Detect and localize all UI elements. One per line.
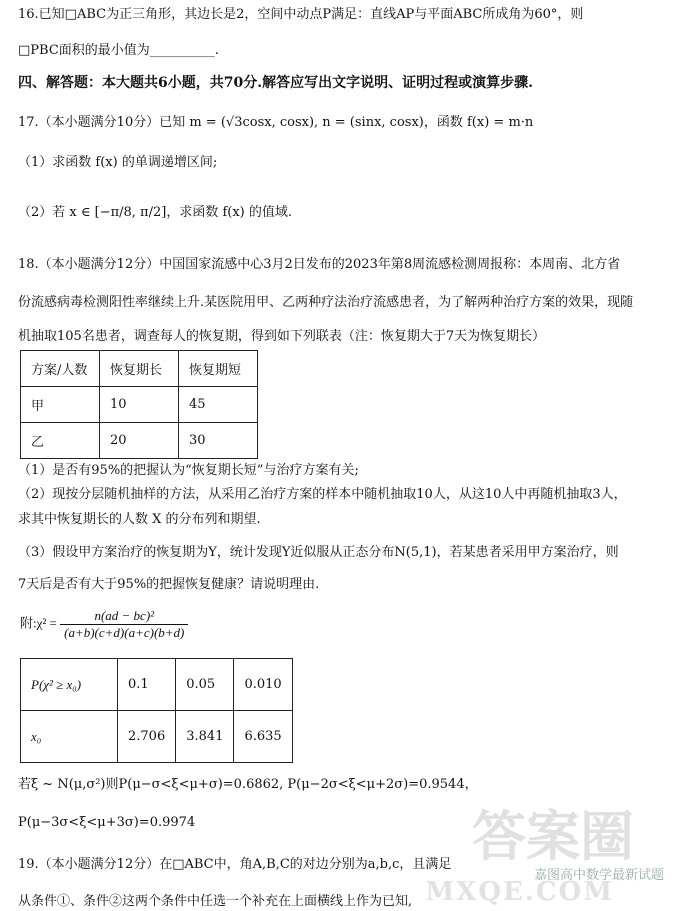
q18-part2a: （2）现按分层随机抽样的方法，从采用乙治疗方案的样本中随机抽取10人，从这10人中再随机抽取3人，: [18, 487, 627, 502]
watermark-logo: 答案圈: [472, 804, 634, 868]
q18-line2: 份流感病毒检测阳性率继续上升.某医院用甲、乙两种疗法治疗流感患者，为了解两种治疗方案的效果，现随: [18, 295, 634, 310]
q17-part1: （1）求函数 f(x) 的单调递增区间;: [18, 155, 218, 170]
chi-square-formula: [20, 608, 188, 641]
ptable-cell: 0.010: [234, 659, 292, 711]
section-heading: 四、解答题：本大题共6小题，共70分.解答应写出文字说明、证明过程或演算步骤.: [18, 75, 533, 91]
ptable-cell: 2.706: [118, 711, 176, 763]
ptable-cell: 0.05: [176, 659, 234, 711]
formula-fraction: [60, 608, 188, 641]
watermark-url: MXQE.COM: [425, 877, 614, 907]
q19-line1: 19.（本小题满分12分）在□ABC中，角A,B,C的对边分别为a,b,c，且满足: [18, 857, 452, 872]
formula-label: 附:χ² =: [20, 615, 57, 631]
ptable-cell: 0.1: [118, 659, 176, 711]
q18-part1: （1）是否有95%的把握认为“恢复期长短”与治疗方案有关;: [18, 463, 359, 478]
table-header: 方案/人数: [21, 351, 100, 387]
q18-line1: 18.（本小题满分12分）中国国家流感中心3月2日发布的2023年第8周流感检测周报称：本周南、北方省: [18, 257, 621, 272]
ptable-header: P(χ² ≥ x₀): [21, 659, 118, 711]
q16-line2: □PBC面积的最小值为__________.: [18, 43, 219, 58]
table-cell: 乙: [21, 423, 100, 459]
normal-probabilities-1: 若ξ ~ N(μ,σ²)则P(μ−σ<ξ<μ+σ)=0.6862, P(μ−2σ<ξ<μ+2σ)=0.9544，: [18, 777, 478, 792]
ptable-header: x₀: [21, 711, 118, 763]
formula-numerator: n(ad − bc)²: [60, 608, 188, 625]
table-header: 恢复期短: [179, 351, 258, 387]
q19-line2: 从条件①、条件②这两个条件中任选一个补充在上面横线上作为已知,: [18, 894, 413, 909]
q18-line3: 机抽取105名患者，调查每人的恢复期，得到如下列联表（注：恢复期大于7天为恢复期长）: [18, 329, 546, 344]
table-cell: 甲: [21, 387, 100, 423]
q16-line1: 16.已知□ABC为正三角形，其边长是2，空间中动点P满足：直线AP与平面ABC所成角为60°，则: [18, 7, 584, 22]
q18-part3a: （3）假设甲方案治疗的恢复期为Y，统计发现Y近似服从正态分布N(5,1)，若某患者采用甲方案治疗，则: [18, 545, 619, 560]
normal-probabilities-2: P(μ−3σ<ξ<μ+3σ)=0.9974: [18, 815, 196, 830]
critical-value-table: [20, 658, 293, 763]
table-cell: 20: [100, 423, 179, 459]
table-header: 恢复期长: [100, 351, 179, 387]
q17-stem: 17.（本小题满分10分）已知 m = (√3cosx, cosx), n = (sinx, cosx)，函数 f(x) = m·n: [18, 115, 534, 130]
formula-denominator: (a+b)(c+d)(a+c)(b+d): [64, 625, 185, 640]
ptable-cell: 3.841: [176, 711, 234, 763]
q17-part2: （2）若 x ∈ [−π/8, π/2]，求函数 f(x) 的值域.: [18, 205, 292, 220]
watermark-source: 嘉图高中数学最新试题: [533, 868, 664, 883]
table-cell: 30: [179, 423, 258, 459]
q18-part3b: 7天后是否有大于95%的把握恢复健康？请说明理由.: [18, 577, 320, 592]
table-cell: 10: [100, 387, 179, 423]
recovery-table: [20, 350, 258, 459]
q18-part2b: 求其中恢复期长的人数 X 的分布列和期望.: [18, 512, 261, 527]
ptable-cell: 6.635: [234, 711, 292, 763]
table-cell: 45: [179, 387, 258, 423]
